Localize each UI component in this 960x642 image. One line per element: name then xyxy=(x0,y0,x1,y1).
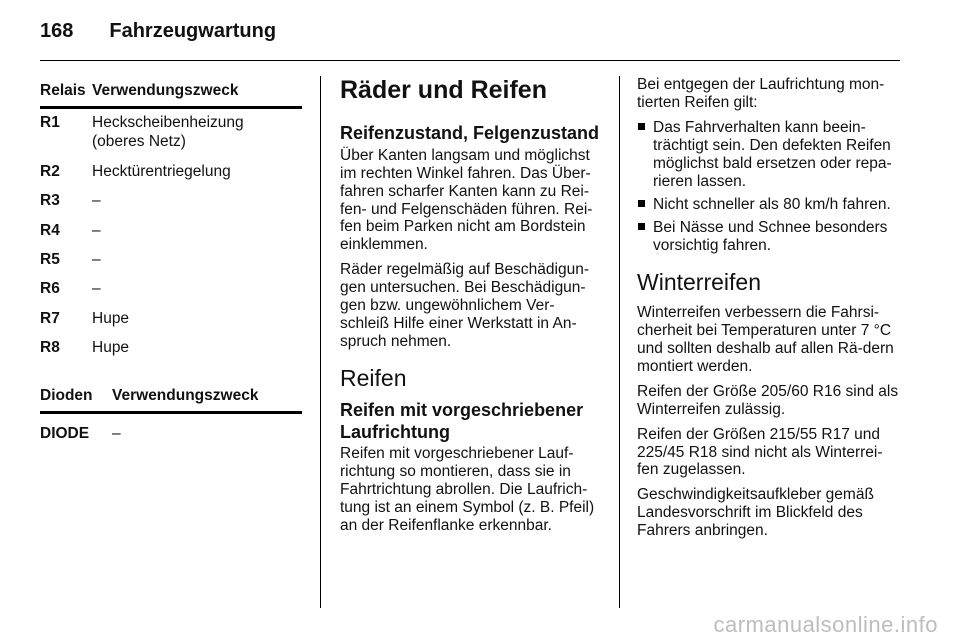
page-number: 168 xyxy=(40,20,74,42)
paragraph: Bei entgegen der Laufrichtung mon-tierten Reifen gilt: xyxy=(637,76,885,111)
relay-usage: – xyxy=(92,280,101,298)
relay-id: R6 xyxy=(40,280,60,298)
paragraph: Über Kanten langsam und möglichst im rechten Winkel fahren. Das Über-fahren scharfer Kanten kann zu Rei-fen- und Felgenschäden führen. Rei-fen beim Parken nicht am Bordstein einklemmen. xyxy=(340,146,593,254)
column-divider-right xyxy=(619,76,620,608)
list-item xyxy=(637,196,900,214)
page-title: Fahrzeugwartung xyxy=(109,20,277,42)
column-divider-left xyxy=(320,76,321,608)
paragraph: Reifen mit vorgeschriebener Lauf-richtung so montieren, dass sie in Fahrtrichtung abrollen. Die Laufrich-tung ist an einem Symbol (z. B. Pfeil) an der Reifenflanke erkennbar. xyxy=(340,445,595,535)
relay-usage: – xyxy=(92,192,101,210)
column-wheels-tires xyxy=(340,76,602,542)
table-row xyxy=(40,158,302,187)
section-title-wheels: Räder und Reifen xyxy=(340,76,547,104)
diode-table-header-id: Dioden xyxy=(40,381,112,413)
relay-id: R7 xyxy=(40,309,60,327)
table-row xyxy=(40,108,302,158)
subsection-title-condition: Reifenzustand, Felgenzustand xyxy=(340,123,600,143)
relay-table-header-usage: Verwendungszweck xyxy=(92,76,302,108)
bullet-square-icon xyxy=(638,223,645,230)
table-row xyxy=(40,413,302,450)
relay-id: R5 xyxy=(40,250,60,268)
relay-table-header-id: Relais xyxy=(40,76,92,108)
relay-usage: Hupe xyxy=(92,339,130,356)
paragraph: Winterreifen verbessern die Fahrsi-cherheit bei Temperaturen unter 7 °C und sollten deshalb auf allen Rä-dern montiert werden. xyxy=(637,303,894,375)
list-item-text: Bei Nässe und Schnee besonders vorsichtig fahren. xyxy=(653,218,888,254)
column-winter xyxy=(637,76,900,547)
diode-id: DIODE xyxy=(40,425,90,443)
paragraph: Reifen der Größen 215/55 R17 und 225/45 R18 sind nicht als Winterrei-fen zugelassen. xyxy=(637,425,883,479)
table-row xyxy=(40,187,302,216)
relay-id: R2 xyxy=(40,162,60,180)
relay-id: R1 xyxy=(40,114,60,131)
page-header xyxy=(40,20,276,43)
column-relay-tables xyxy=(40,76,302,450)
paragraph: Reifen der Größe 205/60 R16 sind als Winterreifen zulässig. xyxy=(637,382,899,418)
relay-usage: Heckscheibenheizung (oberes Netz) xyxy=(92,114,244,151)
relay-id: R8 xyxy=(40,339,60,356)
relay-usage: – xyxy=(92,250,101,268)
header-divider xyxy=(40,60,900,61)
section-title-winter: Winterreifen xyxy=(637,268,761,295)
table-row xyxy=(40,305,302,334)
relay-usage: Hupe xyxy=(92,309,130,327)
diode-table-header-usage: Verwendungszweck xyxy=(112,381,302,413)
watermark: carmanualsonline.info xyxy=(713,612,938,637)
paragraph: Räder regelmäßig auf Beschädigun-gen untersuchen. Bei Beschädigun-gen bzw. ungewöhnlichem Ver-schleiß Hilfe einer Werkstatt in An-spruch nehmen. xyxy=(340,261,589,351)
relay-table xyxy=(40,76,302,363)
relay-id: R3 xyxy=(40,192,60,210)
bullet-list xyxy=(637,119,900,255)
list-item-text: Das Fahrverhalten kann beein-trächtigt sein. Den defekten Reifen möglichst bald ersetzen oder repa-rieren lassen. xyxy=(653,118,892,190)
table-row xyxy=(40,246,302,275)
list-item xyxy=(637,119,900,191)
section-title-tires: Reifen xyxy=(340,365,407,392)
list-item-text: Nicht schneller als 80 km/h fahren. xyxy=(653,195,891,213)
relay-usage: Hecktürentriegelung xyxy=(92,162,231,180)
bullet-square-icon xyxy=(638,123,645,130)
diode-usage: – xyxy=(112,425,121,443)
paragraph: Geschwindigkeitsaufkleber gemäß Landesvorschrift im Blickfeld des Fahrers anbringen. xyxy=(637,486,874,540)
diode-table xyxy=(40,381,302,449)
table-row xyxy=(40,217,302,246)
subsection-title-direction: Reifen mit vorgeschriebener Laufrichtung xyxy=(340,400,584,442)
table-row xyxy=(40,275,302,304)
table-row xyxy=(40,334,302,363)
list-item xyxy=(637,219,900,255)
relay-usage: – xyxy=(92,221,101,239)
relay-id: R4 xyxy=(40,221,60,239)
bullet-square-icon xyxy=(638,200,645,207)
